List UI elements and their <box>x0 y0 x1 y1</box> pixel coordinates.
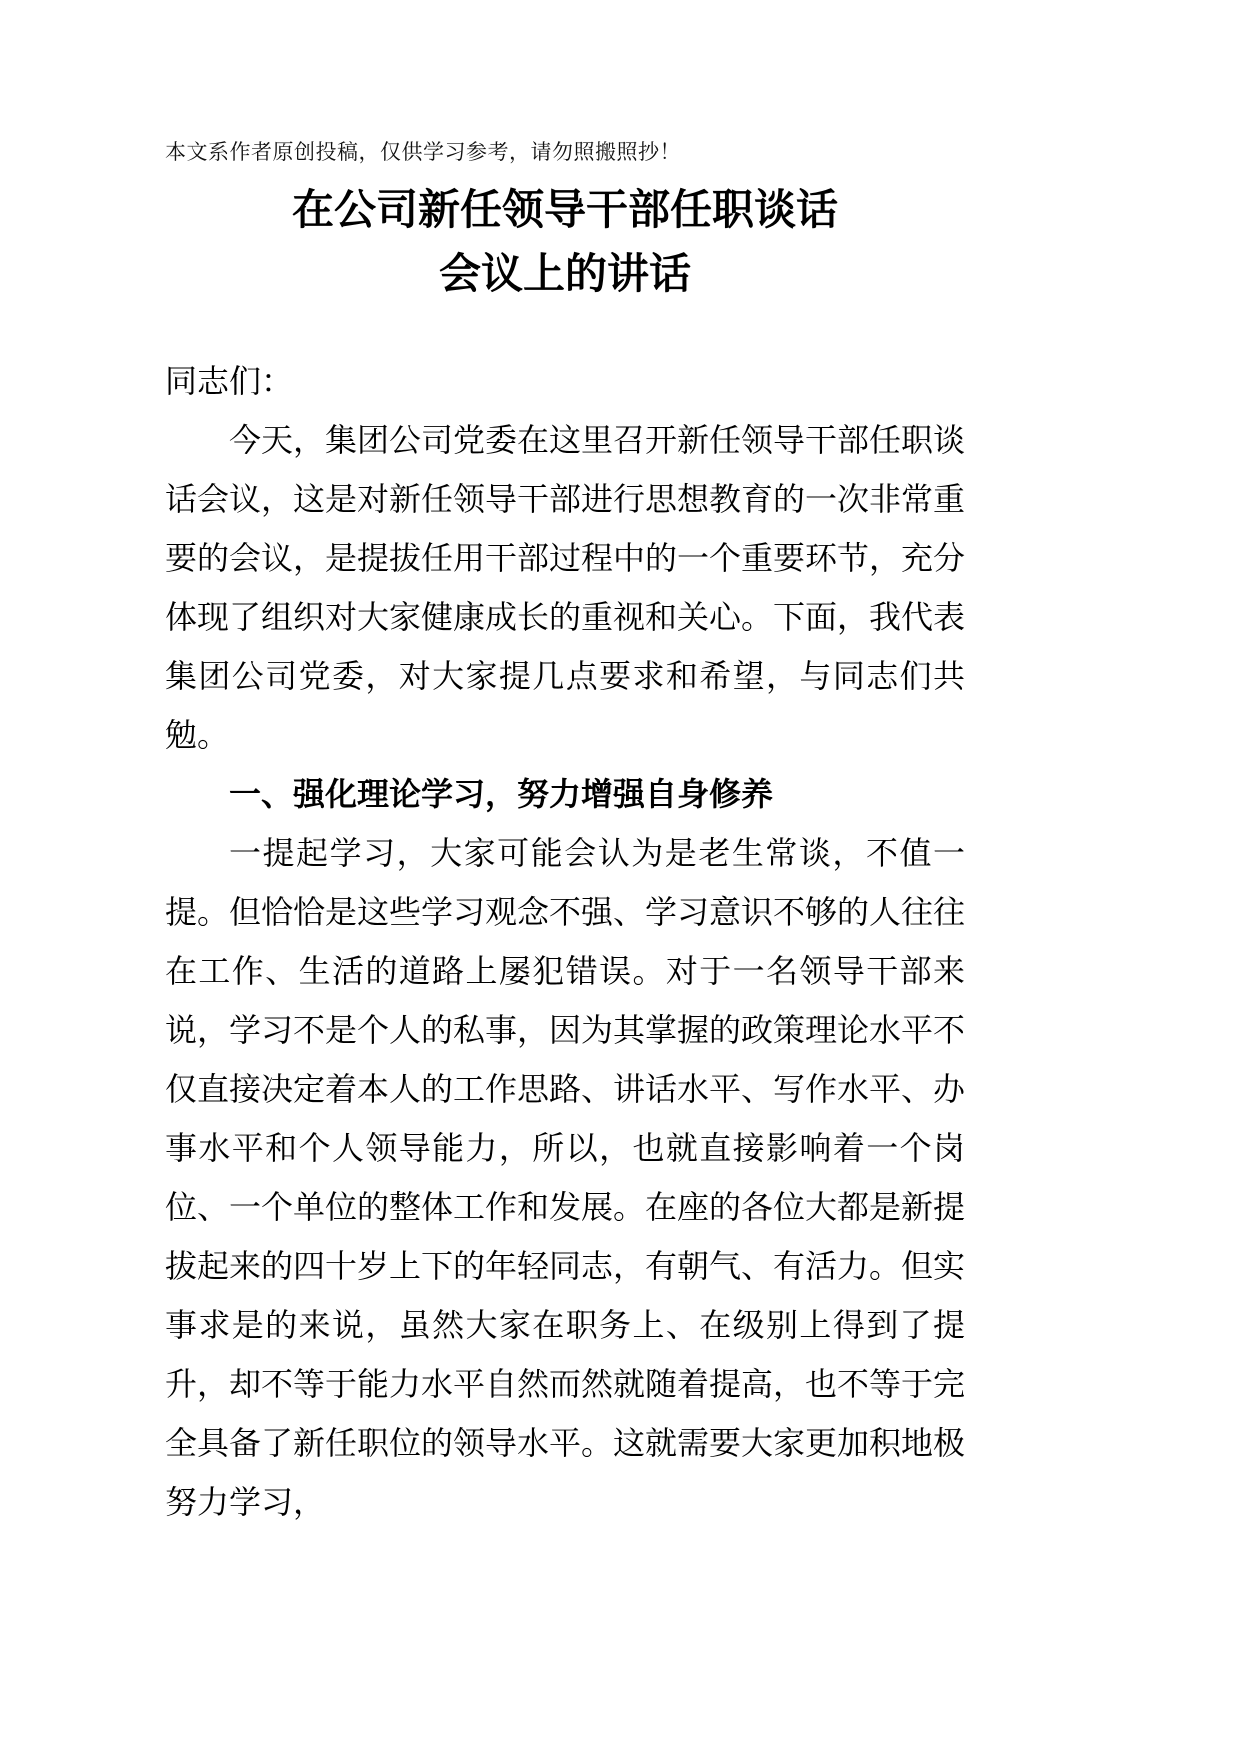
document-content <box>165 138 965 1532</box>
paragraph-intro: 今天，集团公司党委在这里召开新任领导干部任职谈话会议，这是对新任领导干部进行思想教育的一次非常重要的会议，是提拔任用干部过程中的一个重要环节，充分体现了组织对大家健康成长的重视和关心。下面，我代表集团公司党委，对大家提几点要求和希望，与同志们共勉。 <box>165 422 966 753</box>
document-title-line-1: 在公司新任领导干部任职谈话 <box>291 186 838 233</box>
document-title <box>165 178 965 306</box>
salutation: 同志们： <box>165 363 294 399</box>
paragraph-section-1: 一提起学习，大家可能会认为是老生常谈，不值一提。但恰恰是这些学习观念不强、学习意识不够的人往往在工作、生活的道路上屡犯错误。对于一名领导干部来说，学习不是个人的私事，因为其掌握的政策理论水平不仅直接决定着本人的工作思路、讲话水平、写作水平、办事水平和个人领导能力，所以，也就直接影响着一个岗位、一个单位的整体工作和发展。在座的各位大都是新提拔起来的四十岁上下的年轻同志，有朝气、有活力。但实事求是的来说，虽然大家在职务上、在级别上得到了提升，却不等于能力水平自然而然就随着提高，也不等于完全具备了新任职位的领导水平。这就需要大家更加积地极努力学习， <box>165 835 966 1520</box>
disclaimer-note: 本文系作者原创投稿，仅供学习参考，请勿照搬照抄！ <box>165 141 681 164</box>
section-heading-1: 一、强化理论学习，努力增强自身修养 <box>229 776 774 812</box>
document-title-line-2: 会议上的讲话 <box>438 250 691 297</box>
document-body <box>165 352 965 1532</box>
